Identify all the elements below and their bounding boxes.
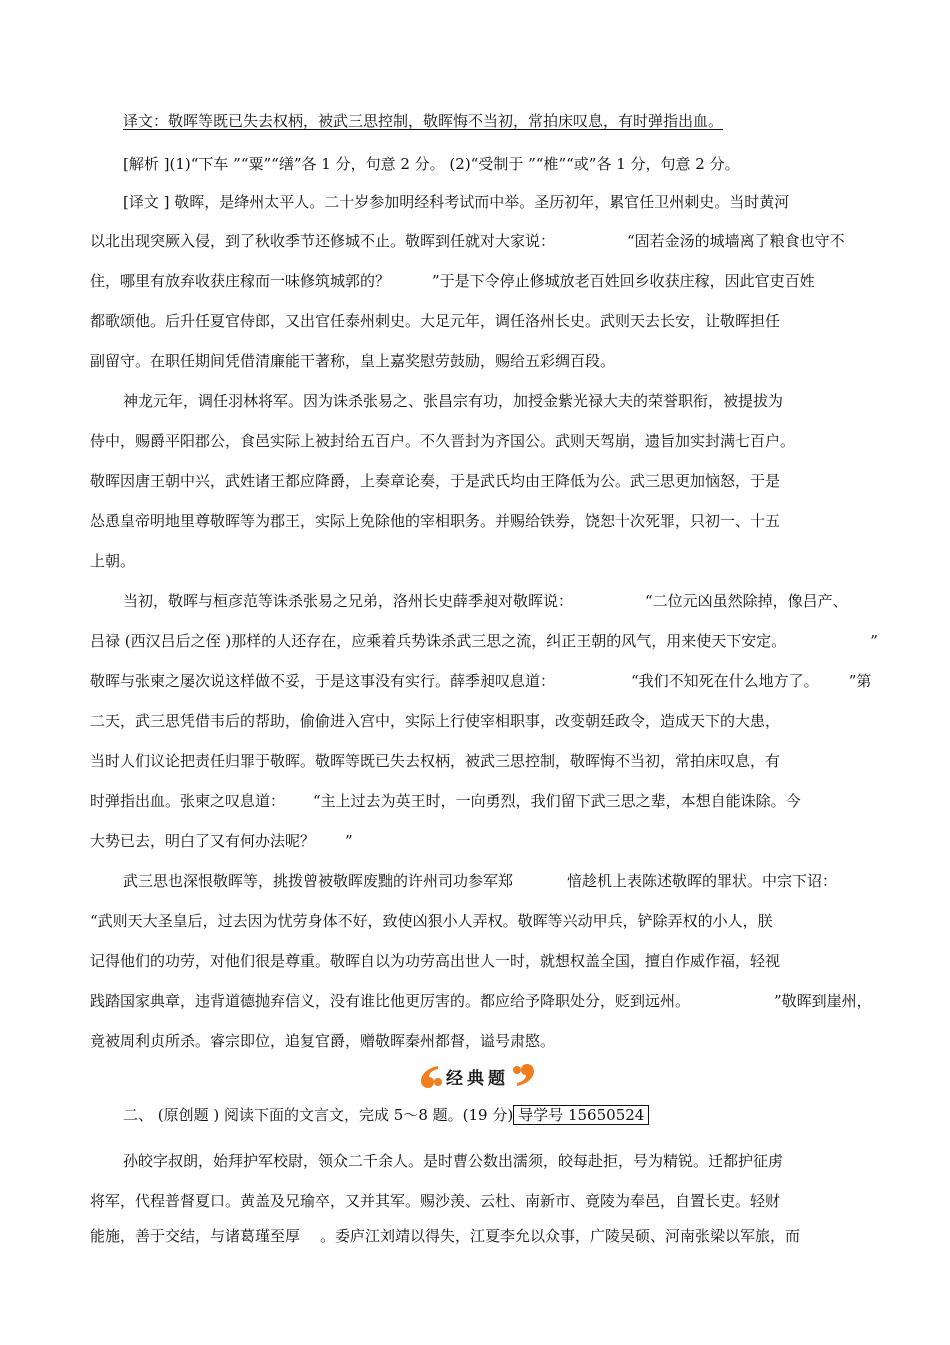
text-segment: 以北出现突厥入侵，到了秋收季节还修城不止。敬晖到任就对大家说：: [90, 232, 556, 250]
question-text: 二、 (原创题 ) 阅读下面的文言文，完成 5～8 题。(19 分): [123, 1106, 514, 1124]
guide-number-box: 导学号 15650524: [513, 1105, 649, 1125]
text-segment: 敬晖与张柬之屡次说这样做不妥，于是这事没有实行。薛季昶叹息道：: [90, 672, 556, 690]
text-segment: ”第: [848, 672, 872, 690]
text-segment: ”: [345, 832, 353, 850]
paragraph-3-line-2: [90, 631, 878, 651]
text-segment: 吕禄 (西汉吕后之侄 )那样的人还存在，应乘着兵势诛杀武三思之流，纠正王朝的风气，用来使天下安定。: [90, 632, 787, 650]
paragraph-1-line-4: 都歌颂他。后升任夏官侍郎，又出官任泰州刺史。大足元年，调任洛州长史。武则天去长安，让敬晖担任: [90, 312, 781, 330]
paragraph-4-line-1: [123, 871, 837, 891]
paragraph-1-line-3: [90, 271, 815, 291]
text-segment: 时弹指出血。张柬之叹息道：: [90, 792, 286, 810]
paragraph-4-line-3: 记得他们的功劳，对他们很是尊重。敬晖自以为功劳高出世人一时，就想权盖全国，擅自作威作福，轻视: [90, 952, 781, 970]
translation-line: 译文：敬晖等既已失去权柄，被武三思控制，敬晖悔不当初，常拍床叹息，有时弹指出血。: [123, 112, 724, 130]
paragraph-3-line-6: [90, 791, 801, 811]
classic-question-banner: [410, 1062, 545, 1090]
quote-close-icon: [513, 1063, 539, 1089]
text-segment: 践踏国家典章，违背道德抛弃信义，没有谁比他更厉害的。都应给予降职处分，贬到远州。: [90, 992, 691, 1010]
quote-segment: “固若金汤的城墙离了粮食也守不: [627, 232, 845, 250]
paragraph-1-line-5: 副留守。在职任期间凭借清廉能干著称，皇上嘉奖慰劳鼓励，赐给五彩绸百段。: [90, 352, 616, 370]
text-segment: ”敬晖到崖州，: [774, 992, 872, 1010]
paragraph-4-line-4: [90, 991, 872, 1011]
text-segment: 武三思也深恨敬晖等，挑拨曾被敬晖废黜的许州司功参军郑: [123, 872, 514, 890]
paragraph-2-line-3: 敬晖因唐王朝中兴，武姓诸王都应降爵，上奏章论奏，于是武氏均由王降低为公。武三思更加恼怒，于是: [90, 472, 781, 490]
quote-segment: “我们不知死在什么地方了。: [631, 672, 819, 690]
paragraph-5-line-1: 孙皎字叔朗，始拜护军校尉，领众二千余人。是时曹公数出濡须，皎每赴拒，号为精锐。迁都护征虏: [123, 1152, 784, 1170]
text-segment: 住，哪里有放弃收获庄稼而一味修筑城郭的？: [90, 272, 391, 290]
text-segment: 愔趁机上表陈述敬晖的罪状。中宗下诏：: [567, 872, 838, 890]
text-segment: ”: [870, 632, 878, 650]
paragraph-1-line-2: [90, 231, 845, 251]
paragraph-1-line-1: [译文 ] 敬晖，是绛州太平人。二十岁参加明经科考试而中举。圣历初年，累官任卫州刺史。当时黄河: [123, 193, 790, 211]
paragraph-2-line-2: 侍中，赐爵平阳郡公，食邑实际上被封给五百户。不久晋封为齐国公。武则天驾崩，遗旨加实封满七百户。: [90, 432, 796, 450]
analysis-line: [解析 ](1)“下车 ”“粟”“缮”各 1 分，句意 2 分。 (2)“受制于 ”“椎”“或”各 1 分，句意 2 分。: [123, 155, 740, 173]
text-segment: ”于是下令停止修城放老百姓回乡收获庄稼，因此官吏百姓: [432, 272, 815, 290]
paragraph-5-line-2: 将军，代程普督夏口。黄盖及兄瑜卒，又并其军。赐沙羡、云杜、南新市、竟陵为奉邑，自置长吏。轻财: [90, 1192, 781, 1210]
text-segment: 当初，敬晖与桓彦范等诛杀张易之兄弟，洛州长史薛季昶对敬晖说：: [123, 592, 574, 610]
paragraph-4-line-2: “武则天大圣皇后，过去因为忧劳身体不好，致使凶狠小人弄权。敬晖等兴动甲兵，铲除弄权的小人，朕: [90, 912, 773, 930]
paragraph-2-line-1: 神龙元年，调任羽林将军。因为诛杀张易之、张昌宗有功，加授金紫光禄大夫的荣誉职衔，被提拔为: [123, 392, 784, 410]
text-segment: 。委庐江刘靖以得失，江夏李允以众事，广陵吴硕、河南张梁以军旅，而: [320, 1227, 801, 1245]
paragraph-5-line-3: [90, 1226, 800, 1246]
banner-label: 经典题: [446, 1068, 509, 1089]
paragraph-2-line-4: 怂恿皇帝明地里尊敬晖等为郡王，实际上免除他的宰相职务。并赐给铁券，饶恕十次死罪，只初一、十五: [90, 512, 781, 530]
question-two-intro: [123, 1105, 649, 1125]
paragraph-3-line-4: 二天，武三思凭借韦后的帮助，偷偷进入宫中，实际上行使宰相职事，改变朝廷政令，造成天下的大患，: [90, 712, 781, 730]
paragraph-3-line-7: [90, 831, 353, 851]
quote-open-icon: [416, 1063, 442, 1089]
paragraph-3-line-5: 当时人们议论把责任归罪于敬晖。敬晖等既已失去权柄，被武三思控制，敬晖悔不当初，常拍床叹息，有: [90, 752, 781, 770]
text-segment: 能施，善于交结，与诸葛瑾至厚: [90, 1227, 301, 1245]
quote-segment: “二位元凶虽然除掉，像吕产、: [645, 592, 848, 610]
quote-segment: “主上过去为英王时，一向勇烈，我们留下武三思之辈，本想自能诛除。今: [313, 792, 801, 810]
paragraph-3-line-1: [123, 591, 848, 611]
paragraph-2-line-5: 上朝。: [90, 552, 136, 570]
paragraph-3-line-3: [90, 671, 871, 691]
paragraph-4-line-5: 竟被周利贞所杀。睿宗即位，追复官爵，赠敬晖秦州都督，谥号肃愍。: [90, 1032, 556, 1050]
text-segment: 大势已去，明白了又有何办法呢？: [90, 832, 316, 850]
